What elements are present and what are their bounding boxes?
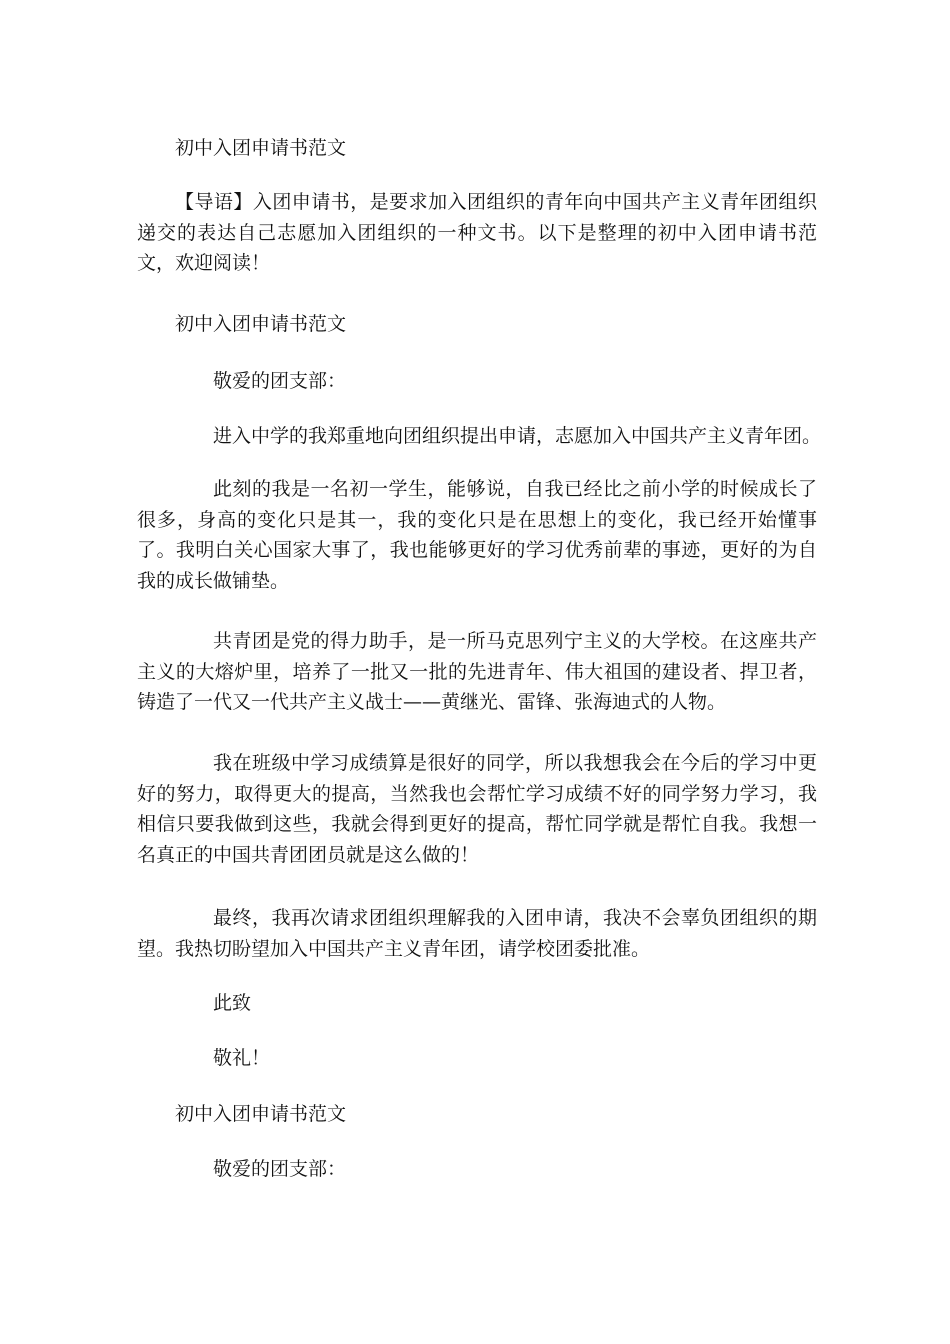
intro-paragraph: 【导语】入团申请书，是要求加入团组织的青年向中国共产主义青年团组织递交的表达自己志愿加入团组织的一种文书。以下是整理的初中入团申请书范文，欢迎阅读！ — [137, 191, 817, 274]
letter1-paragraph-1: 进入中学的我郑重地向团组织提出申请，志愿加入中国共产主义青年团。 — [213, 425, 822, 447]
letter1-salutation: 敬爱的团支部： — [213, 370, 347, 392]
letter1-paragraph-2: 此刻的我是一名初一学生，能够说，自我已经比之前小学的时候成长了很多，身高的变化只是其一，我的变化只是在思想上的变化，我已经开始懂事了。我明白关心国家大事了，我也能够更好的学习优秀前辈的事迹，更好的为自我的成长做铺垫。 — [137, 478, 817, 592]
letter1-paragraph-5: 最终，我再次请求团组织理解我的入团申请，我决不会辜负团组织的期望。我热切盼望加入中国共产主义青年团，请学校团委批准。 — [137, 907, 817, 960]
document-heading: 初中入团申请书范文 — [175, 137, 347, 159]
letter1-title: 初中入团申请书范文 — [175, 313, 347, 335]
letter1-closing-2: 敬礼！ — [213, 1047, 271, 1069]
letter1-paragraph-3: 共青团是党的得力助手，是一所马克思列宁主义的大学校。在这座共产主义的大熔炉里，培养了一批又一批的先进青年、伟大祖国的建设者、捍卫者，铸造了一代又一代共产主义战士——黄继光、雷锋、张海迪式的人物。 — [137, 630, 817, 713]
letter2-title: 初中入团申请书范文 — [175, 1103, 347, 1125]
letter1-closing-1: 此致 — [213, 992, 252, 1014]
letter1-paragraph-4: 我在班级中学习成绩算是很好的同学，所以我想我会在今后的学习中更好的努力，取得更大的提高，当然我也会帮忙学习成绩不好的同学努力学习，我相信只要我做到这些，我就会得到更好的提高，帮忙同学就是帮忙自我。我想一名真正的中国共青团团员就是这么做的！ — [137, 752, 817, 866]
letter2-salutation: 敬爱的团支部： — [213, 1158, 347, 1180]
